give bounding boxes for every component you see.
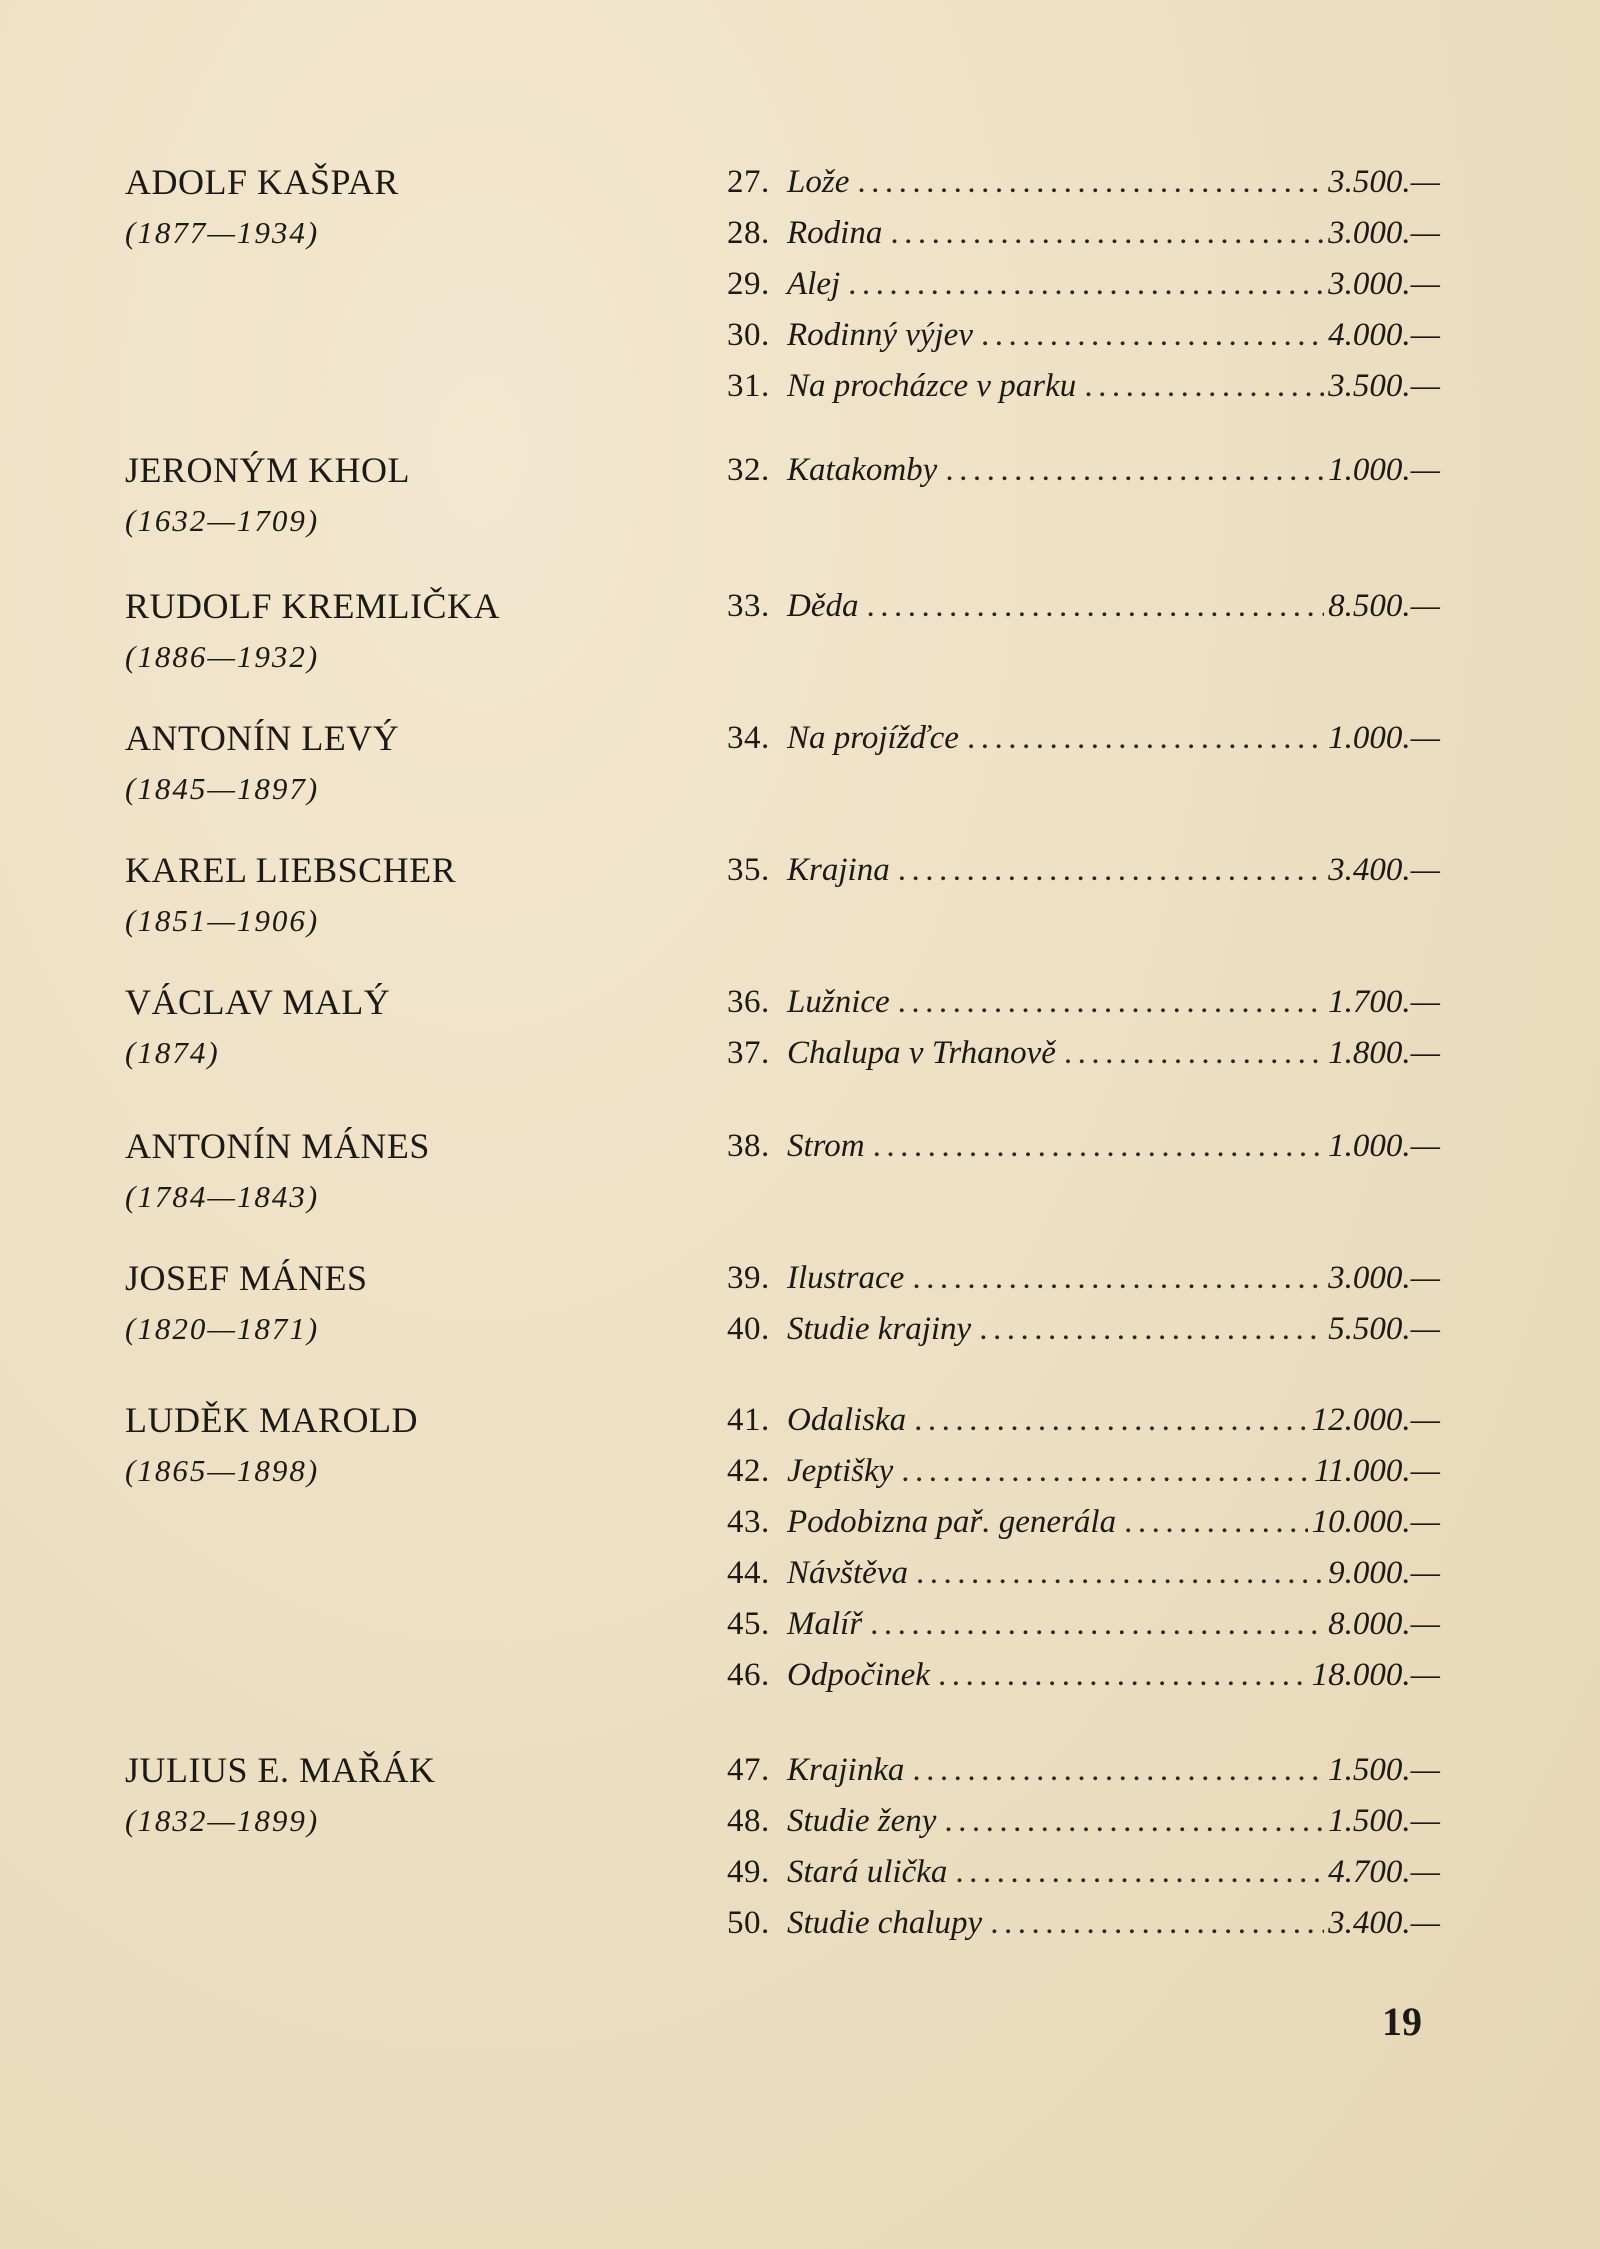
work-price: 5.500.— [1328,1311,1440,1347]
dot-leader [898,980,1324,1024]
dot-leader [870,1602,1324,1646]
page-number: 19 [1382,1999,1422,2044]
work-number: 29. [727,266,770,302]
work-price: 11.000.— [1314,1453,1440,1489]
dot-leader [1064,1031,1324,1075]
work-number: 35. [727,852,770,888]
work-number: 33. [727,588,770,624]
artist-dates: (1851—1906) [125,903,320,938]
work-item [727,313,1440,364]
work-price: 1.000.— [1328,452,1440,488]
artist-info [125,1124,685,1219]
artist-dates: (1845—1897) [125,771,320,806]
work-price: 4.000.— [1328,317,1440,353]
work-number: 28. [727,215,770,251]
work-title: Studie ženy [787,1803,937,1839]
artist-name: LUDĚK MAROLD [125,1400,418,1440]
artist-dates: (1874) [125,1035,220,1070]
work-number: 39. [727,1260,770,1296]
dot-leader [866,584,1324,628]
artist-info [125,160,685,255]
work-price: 1.000.— [1328,720,1440,756]
dot-leader [890,211,1324,255]
work-number: 30. [727,317,770,353]
work-price: 4.700.— [1328,1854,1440,1890]
dot-leader [981,313,1324,357]
artist-dates: (1832—1899) [125,1803,320,1838]
work-price: 3.000.— [1328,215,1440,251]
artist-name: ANTONÍN LEVÝ [125,718,400,758]
dot-leader [1084,364,1324,408]
work-price: 18.000.— [1311,1657,1440,1693]
work-price: 10.000.— [1311,1504,1440,1540]
artist-dates: (1820—1871) [125,1311,320,1346]
works-list [727,1748,1440,1952]
work-item [727,1449,1440,1500]
dot-leader [944,1799,1324,1843]
artist-dates: (1865—1898) [125,1453,320,1488]
work-price: 1.700.— [1328,984,1440,1020]
artist-dates: (1877—1934) [125,215,320,250]
artist-name: RUDOLF KREMLIČKA [125,586,501,626]
dot-leader [912,1256,1324,1300]
works-list [727,1256,1440,1358]
work-number: 50. [727,1905,770,1941]
artist-name: JULIUS E. MAŘÁK [125,1750,436,1790]
dot-leader [912,1748,1324,1792]
work-number: 32. [727,452,770,488]
work-item [727,262,1440,313]
work-title: Odaliska [787,1402,907,1438]
work-item [727,1748,1440,1799]
work-item [727,1799,1440,1850]
work-price: 3.500.— [1328,164,1440,200]
works-list [727,160,1440,415]
work-item [727,1256,1440,1307]
work-price: 3.000.— [1328,266,1440,302]
dot-leader [848,262,1324,306]
dot-leader [857,160,1324,204]
artist-info [125,1398,685,1493]
work-number: 34. [727,720,770,756]
work-title: Krajinka [787,1752,905,1788]
artist-info [125,1748,685,1843]
work-item [727,1398,1440,1449]
work-item [727,1307,1440,1358]
work-title: Alej [787,266,841,302]
work-item [727,160,1440,211]
works-list [727,584,1440,635]
dot-leader [955,1850,1324,1894]
work-number: 47. [727,1752,770,1788]
work-title: Krajina [787,852,890,888]
dot-leader [901,1449,1310,1493]
work-item [727,1901,1440,1952]
work-price: 1.000.— [1328,1128,1440,1164]
work-number: 49. [727,1854,770,1890]
work-number: 31. [727,368,770,404]
works-list [727,448,1440,499]
works-list [727,716,1440,767]
artist-name: JERONÝM KHOL [125,450,410,490]
artist-name: ADOLF KAŠPAR [125,162,399,202]
artist-name: JOSEF MÁNES [125,1258,368,1298]
work-number: 38. [727,1128,770,1164]
work-number: 37. [727,1035,770,1071]
work-price: 3.500.— [1328,368,1440,404]
work-item [727,716,1440,767]
work-title: Studie krajiny [787,1311,972,1347]
work-price: 9.000.— [1328,1555,1440,1591]
work-item [727,211,1440,262]
work-item [727,1500,1440,1551]
work-title: Strom [787,1128,865,1164]
artist-name: ANTONÍN MÁNES [125,1126,430,1166]
artist-name: VÁCLAV MALÝ [125,982,391,1022]
works-list [727,848,1440,899]
dot-leader [945,448,1324,492]
works-list [727,1124,1440,1175]
work-title: Katakomby [787,452,938,488]
work-price: 1.500.— [1328,1752,1440,1788]
dot-leader [938,1653,1308,1697]
work-price: 8.500.— [1328,588,1440,624]
artist-info [125,716,685,811]
work-title: Jeptišky [787,1453,894,1489]
work-item [727,584,1440,635]
artist-info [125,980,685,1075]
dot-leader [873,1124,1325,1168]
artist-info [125,448,685,543]
work-item [727,1602,1440,1653]
work-number: 43. [727,1504,770,1540]
work-number: 27. [727,164,770,200]
work-item [727,1850,1440,1901]
work-number: 40. [727,1311,770,1347]
work-title: Lože [787,164,850,200]
dot-leader [990,1901,1324,1945]
artist-dates: (1784—1843) [125,1179,320,1214]
dot-leader [967,716,1324,760]
work-item [727,848,1440,899]
work-item [727,1653,1440,1704]
work-title: Podobizna pař. generála [787,1504,1117,1540]
artist-info [125,584,685,679]
works-list [727,980,1440,1082]
work-number: 45. [727,1606,770,1642]
work-item [727,980,1440,1031]
work-number: 46. [727,1657,770,1693]
work-title: Ilustrace [787,1260,905,1296]
work-number: 48. [727,1803,770,1839]
work-price: 3.400.— [1328,852,1440,888]
work-price: 1.500.— [1328,1803,1440,1839]
artist-info [125,848,685,943]
work-item [727,364,1440,415]
work-title: Rodina [787,215,883,251]
work-item [727,1031,1440,1082]
artist-dates: (1632—1709) [125,503,320,538]
work-title: Studie chalupy [787,1905,983,1941]
work-title: Návštěva [787,1555,908,1591]
works-list [727,1398,1440,1704]
work-title: Rodinný výjev [787,317,973,353]
work-price: 3.000.— [1328,1260,1440,1296]
work-price: 1.800.— [1328,1035,1440,1071]
work-title: Lužnice [787,984,890,1020]
work-number: 44. [727,1555,770,1591]
artist-dates: (1886—1932) [125,639,320,674]
work-number: 41. [727,1402,770,1438]
artist-name: KAREL LIEBSCHER [125,850,457,890]
work-number: 42. [727,1453,770,1489]
work-title: Děda [787,588,859,624]
work-number: 36. [727,984,770,1020]
dot-leader [914,1398,1307,1442]
work-title: Na projížďce [787,720,959,756]
work-title: Malíř [787,1606,863,1642]
work-price: 3.400.— [1328,1905,1440,1941]
dot-leader [1124,1500,1308,1544]
work-item [727,1551,1440,1602]
work-item [727,448,1440,499]
work-title: Na procházce v parku [787,368,1077,404]
work-price: 8.000.— [1328,1606,1440,1642]
work-item [727,1124,1440,1175]
artist-info [125,1256,685,1351]
dot-leader [898,848,1324,892]
dot-leader [979,1307,1324,1351]
work-title: Chalupa v Trhanově [787,1035,1056,1071]
dot-leader [916,1551,1324,1595]
work-title: Stará ulička [787,1854,948,1890]
work-price: 12.000.— [1311,1402,1440,1438]
work-title: Odpočinek [787,1657,930,1693]
